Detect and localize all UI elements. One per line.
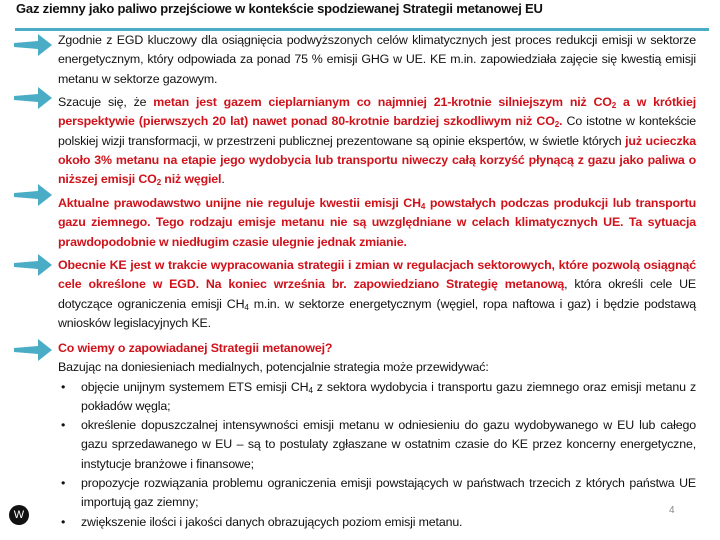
strategy-bullet-item [81,378,696,417]
strategy-heading: Co wiemy o zapowiadanej Strategii metanowej? [58,341,333,355]
highlighted-text: już ucieczka około 3% metanu na etapie jego wydobycia lub transportu niweczy całą korzyść płynącą z gazu jako paliwa o niższej emisji CO [58,133,696,187]
arrow-bullet-icon [14,184,52,206]
text-segment: 4 [308,385,313,395]
paragraph-methane-potency [58,93,696,189]
paragraph-egd [58,31,696,89]
text-segment: zwiększenie ilości i jakości danych obrazujących poziom emisji metanu. [81,514,463,529]
text-segment: określenie dopuszczalnej intensywności emisji metanu w odniesieniu do gazu wydobywanego w EU lub całego gazu sprzedawanego w EU – są to postulaty zgłaszane w ostatnim czasie do KE przez koncerny energetyczne, instytucje branżowe i finansowe; [81,418,696,471]
strategy-intro: Bazując na doniesieniach medialnych, potencjalnie strategia może przewidywać: [58,360,489,375]
text-segment: Co istotne w kontekście polskiej wizji transformacji, w przestrzeni publicznej prezentowane są opinie ekspertów, w świetle których [58,114,697,148]
highlighted-text: metan jest gazem cieplarnianym co najmniej 21-krotnie silniejszym niż CO [153,95,612,109]
slide-title: Gaz ziemny jako paliwo przejściowe w kontekście spodziewanej Strategii metanowej EU [16,1,543,16]
highlighted-text: 4 [420,202,426,211]
arrow-bullet-icon [14,87,52,109]
highlighted-text: 2 [611,101,617,110]
highlighted-text: niż węgiel [161,172,222,187]
text-segment: z sektora wydobycia i transportu gazu ziemnego oraz emisji metanu z pokładów węgla; [81,379,696,413]
highlighted-text: powstałych podczas produkcji lub transportu gazu ziemnego. Tego rodzaju emisje metanu nie są uwzględniane w celach klimatycznych UE. Ta sytuacja prawdopodobnie w niedługim czasie ulegnie jednak zmianie. [58,196,697,249]
highlighted-text: Obecnie KE jest w trakcie wypracowania strategii i zmian w regulacjach sektorowych, które pozwolą osiągnąć cele określone w EGD. Na koniec września br. zapowiedziano Strategię metanową [58,258,696,292]
text-segment: . [221,172,225,187]
text-segment: m.in. w sektorze energetycznym (węgiel, ropa naftowa i gaz) i będzie podstawą wniosków legislacyjnych KE. [58,296,697,330]
highlighted-text: . [559,114,563,129]
text-segment: propozycje rozwiązania problemu ograniczenia emisji powstających w państwach trzecich z których państwa UE importują gaz ziemny; [81,476,696,510]
arrow-bullet-icon [14,254,52,276]
highlighted-text: a w krótkiej perspektywie (pierwszych 20 lat) nawet ponad 80-krotnie bardziej szkodliwym niż CO [58,95,696,129]
text-segment: objęcie unijnym systemem ETS emisji CH [81,379,309,394]
strategy-bullet-item [81,474,696,513]
text-segment: 4 [244,302,249,312]
page-number: 4 [669,505,675,516]
arrow-bullet-icon [14,34,52,56]
text-segment: Szacuje się, że [58,95,154,109]
strategy-section [58,339,696,532]
text-segment: , która określi cele UE dotyczące ograniczenia emisji CH [58,277,696,311]
arrow-bullet-icon [14,339,52,361]
highlighted-text: 2 [156,178,161,188]
highlighted-text: Aktualne prawodawstwo unijne nie reguluje kwestii emisji CH [58,196,421,210]
paragraph-eu-legislation [58,194,696,252]
strategy-bullet-list [58,378,696,532]
strategy-bullet-item [81,513,696,532]
text-segment: Zgodnie z EGD kluczowy dla osiągnięcia podwyższonych celów klimatycznych jest proces redukcji emisji w sektorze energetycznym, który odpowiada za ponad 75 % emisji GHG w UE. KE m.in. zapowiedziała zajęcie się kwestią emisji metanu w sektorze gazowym. [58,33,696,86]
logo: W [9,505,29,525]
paragraph-ke-strategy [58,256,696,333]
strategy-bullet-item [81,416,696,474]
highlighted-text: 2 [554,120,560,130]
